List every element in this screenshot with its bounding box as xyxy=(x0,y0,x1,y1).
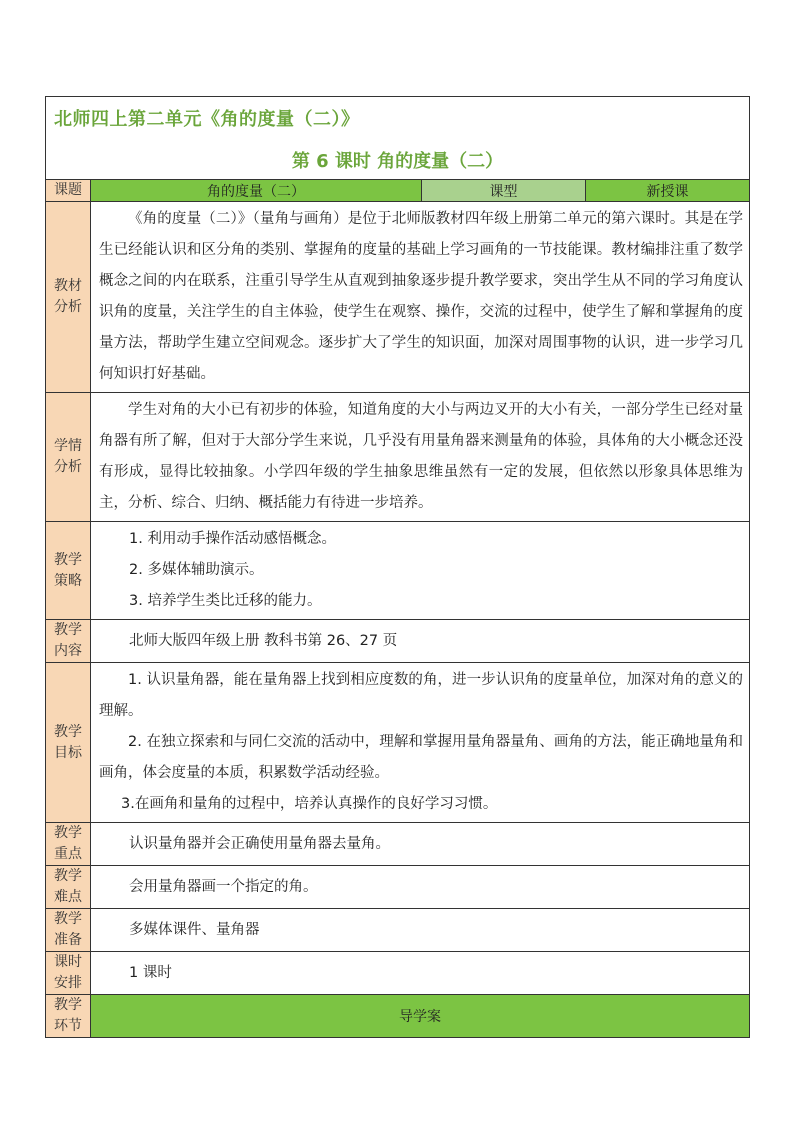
content-label: 教学内容 xyxy=(46,620,91,663)
lesson-title: 第 6 课时 角的度量（二） xyxy=(291,151,504,172)
strategy-item: 2. 多媒体辅助演示。 xyxy=(129,562,264,578)
unit-title: 北师四上第二单元《角的度量（二）》 xyxy=(54,109,360,130)
topic-value: 角的度量（二） xyxy=(91,180,422,202)
textbook-analysis-text: 《角的度量（二）》（量角与画角）是位于北师版教材四年级上册第二单元的第六课时。其是在学生已经能认识和区分角的类别、掌握角的度量的基础上学习画角的一节技能课。教材编排注重了数学概念之间的内在联系，注重引导学生从直观到抽象逐步提升教学要求，突出学生从不同的学习角度认识角的度量，关注学生的自主体验，使学生在观察、操作，交流的过程中，使学生了解和掌握角的度量方法，帮助学生建立空间观念。逐步扩大了学生的知识面，加深对周围事物的认识，进一步学习几何知识打好基础。 xyxy=(91,202,750,393)
title-cell xyxy=(46,97,750,180)
goal-item: 1. 认识量角器，能在量角器上找到相应度数的角，进一步认识角的度量单位，加深对角的意义的理解。 xyxy=(99,672,743,719)
lesson-plan-page xyxy=(45,96,749,1038)
topic-label: 课题 xyxy=(46,180,91,202)
type-value: 新授课 xyxy=(586,180,750,202)
key-points-text xyxy=(91,823,750,866)
lesson-plan-table xyxy=(45,96,750,1038)
student-analysis-label: 学情分析 xyxy=(46,393,91,522)
goal-item: 3.在画角和量角的过程中，培养认真操作的良好学习习惯。 xyxy=(121,796,498,812)
preparation-text xyxy=(91,909,750,952)
process-value: 导学案 xyxy=(91,995,750,1038)
key-points-value: 认识量角器并会正确使用量角器去量角。 xyxy=(129,835,390,852)
strategy-item: 3. 培养学生类比迁移的能力。 xyxy=(129,593,322,609)
textbook-analysis-label: 教材分析 xyxy=(46,202,91,393)
preparation-label: 教学准备 xyxy=(46,909,91,952)
goal-item: 2. 在独立探索和与同仁交流的活动中，理解和掌握用量角器量角、画角的方法，能正确地量角和画角，体会度量的本质，积累数学活动经验。 xyxy=(99,734,743,781)
key-points-label: 教学重点 xyxy=(46,823,91,866)
content-text xyxy=(91,620,750,663)
content-value: 北师大版四年级上册 教科书第 26、27 页 xyxy=(129,632,398,649)
schedule-label: 课时安排 xyxy=(46,952,91,995)
schedule-text xyxy=(91,952,750,995)
preparation-value: 多媒体课件、量角器 xyxy=(129,921,260,938)
strategy-item: 1. 利用动手操作活动感悟概念。 xyxy=(129,531,336,547)
schedule-value: 1 课时 xyxy=(129,964,172,981)
goals-list xyxy=(91,663,750,823)
goals-label: 教学目标 xyxy=(46,663,91,823)
process-label: 教学环节 xyxy=(46,995,91,1038)
student-analysis-text: 学生对角的大小已有初步的体验，知道角度的大小与两边叉开的大小有关，一部分学生已经对量角器有所了解，但对于大部分学生来说，几乎没有用量角器来测量角的体验，具体角的大小概念还没有形成，显得比较抽象。小学四年级的学生抽象思维虽然有一定的发展，但依然以形象具体思维为主，分析、综合、归纳、概括能力有待进一步培养。 xyxy=(91,393,750,522)
difficulties-text xyxy=(91,866,750,909)
difficulties-label: 教学难点 xyxy=(46,866,91,909)
strategy-list xyxy=(91,522,750,620)
strategy-label: 教学策略 xyxy=(46,522,91,620)
difficulties-value: 会用量角器画一个指定的角。 xyxy=(129,878,318,895)
type-label: 课型 xyxy=(422,180,586,202)
